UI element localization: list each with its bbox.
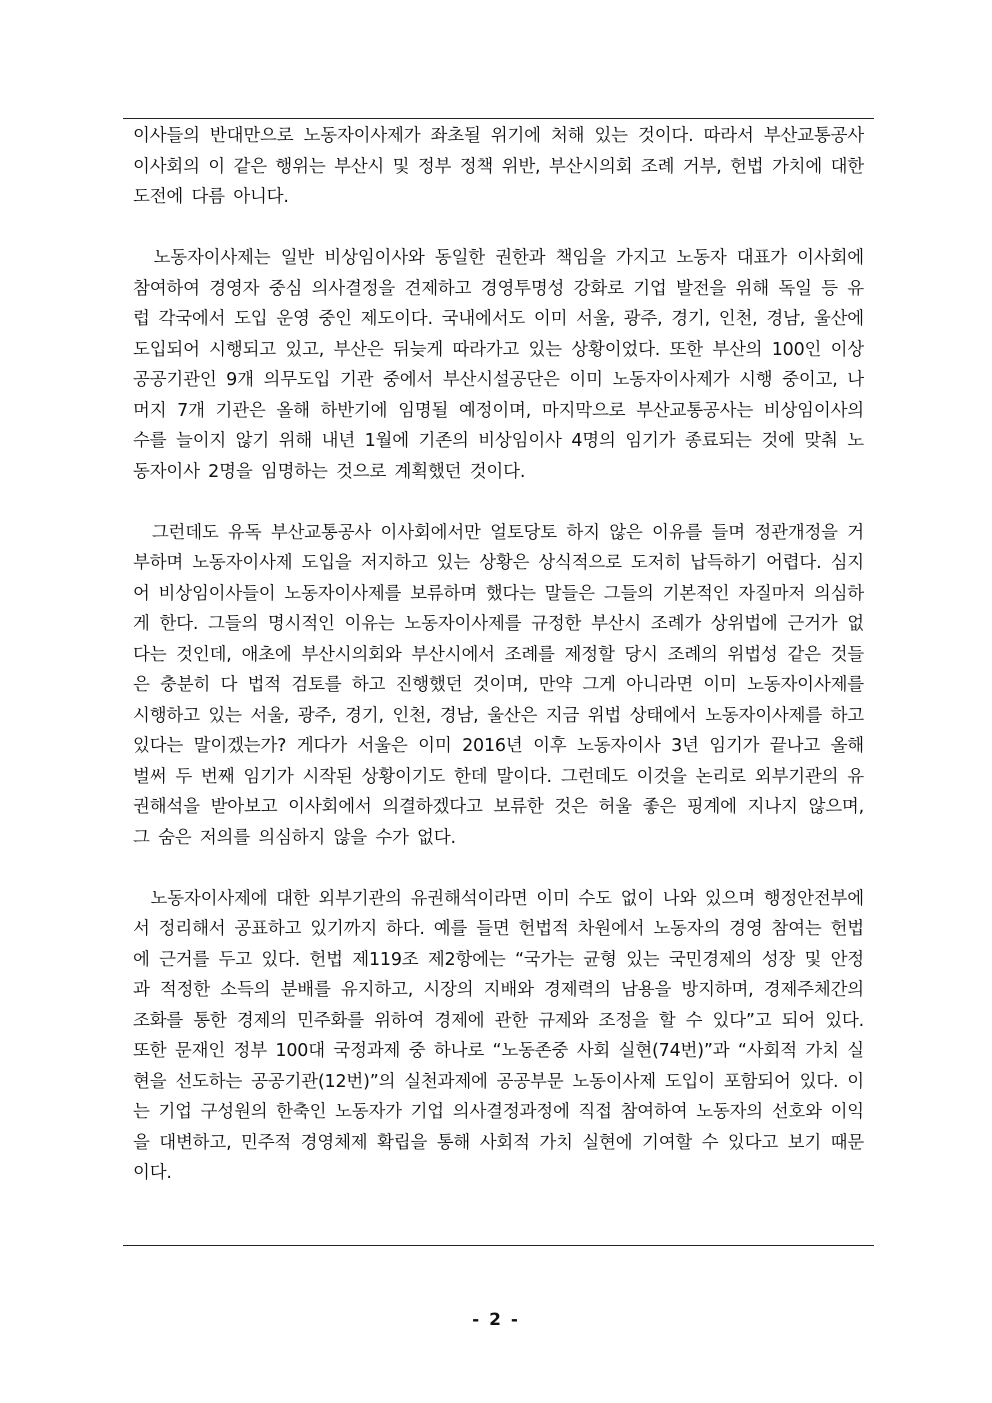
page-number: - 2 - [472, 1310, 520, 1330]
paragraph-3: 그런데도 유독 부산교통공사 이사회에서만 얼토당토 하지 않은 이유를 들며 정관개정을 거부하며 노동자이사제 도입을 저지하고 있는 상황은 상식적으로 도저히 납득하기 어렵다. 심지어 비상임이사들이 노동자이사제를 보류하며 했다는 말들은 그들의 기본적인 자질마저 의심하게 한다. 그들의 명시적인 이유는 노동자이사제를 규정한 부산시 조례가 상위법에 근거가 없다는 것인데, 애초에 부산시의회와 부산시에서 조례를 제정할 당시 조례의 위법성 같은 것들은 충분히 다 법적 검토를 하고 진행했던 것이며, 만약 그게 아니라면 이미 노동자이사제를 시행하고 있는 서울, 광주, 경기, 인천, 경남, 울산은 지금 위법 상태에서 노동자이사제를 하고 있다는 말이겠는가? 게다가 서울은 이미 2016년 이후 노동자이사 3년 임기가 끝나고 올해 벌써 두 번째 임기가 시작된 상황이기도 한데 말이다. 그런데도 이것을 논리로 외부기관의 유권해석을 받아보고 이사회에서 의결하겠다고 보류한 것은 허울 좋은 핑계에 지나지 않으며, 그 숨은 저의를 의심하지 않을 수가 없다. [133, 522, 864, 848]
paragraph-2: 노동자이사제는 일반 비상임이사와 동일한 권한과 책임을 가지고 노동자 대표가 이사회에 참여하여 경영자 중심 의사결정을 견제하고 경영투명성 강화로 기업 발전을 위해 독일 등 유럽 각국에서 도입 운영 중인 제도이다. 국내에서도 이미 서울, 광주, 경기, 인천, 경남, 울산에 도입되어 시행되고 있고, 부산은 뒤늦게 따라가고 있는 상황이었다. 또한 부산의 100인 이상 공공기관인 9개 의무도입 기관 중에서 부산시설공단은 이미 노동자이사제가 시행 중이고, 나머지 7개 기관은 올해 하반기에 임명될 예정이며, 마지막으로 부산교통공사는 비상임이사의 수를 늘이지 않기 위해 내년 1월에 기존의 비상임이사 4명의 임기가 종료되는 것에 맞춰 노동자이사 2명을 임명하는 것으로 계획했던 것이다. [133, 248, 864, 482]
header-rule [123, 118, 874, 119]
paragraph-4: 노동자이사제에 대한 외부기관의 유권해석이라면 이미 수도 없이 나와 있으며 행정안전부에서 정리해서 공표하고 있기까지 하다. 예를 들면 헌법적 차원에서 노동자의 경영 참여는 헌법에 근거를 두고 있다. 헌법 제119조 제2항에는 “국가는 균형 있는 국민경제의 성장 및 안정과 적정한 소득의 분배를 유지하고, 시장의 지배와 경제력의 남용을 방지하며, 경제주체간의 조화를 통한 경제의 민주화를 위하여 경제에 관한 규제와 조정을 할 수 있다”고 되어 있다. 또한 문재인 정부 100대 국정과제 중 하나로 “노동존중 사회 실현(74번)”과 “사회적 가치 실현을 선도하는 공공기관(12번)”의 실천과제에 공공부문 노동이사제 도입이 포함되어 있다. 이는 기업 구성원의 한축인 노동자가 기업 의사결정과정에 직접 참여하여 노동자의 선호와 이익을 대변하고, 민주적 경영체제 확립을 통해 사회적 가치 실현에 기여할 수 있다고 보기 때문이다. [133, 888, 864, 1183]
paragraph-1: 이사들의 반대만으로 노동자이사제가 좌초될 위기에 처해 있는 것이다. 따라서 부산교통공사 이사회의 이 같은 행위는 부산시 및 정부 정책 위반, 부산시의회 조례 거부, 헌법 가치에 대한 도전에 다름 아니다. [133, 126, 864, 207]
document-body [133, 121, 864, 1189]
footer-rule [123, 1245, 874, 1246]
